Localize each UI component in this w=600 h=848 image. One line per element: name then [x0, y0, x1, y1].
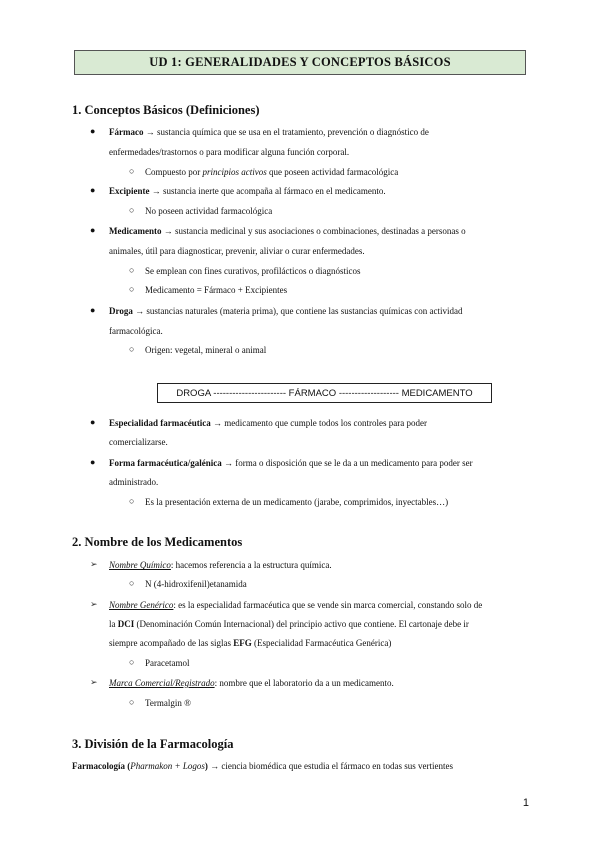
excipiente-sub: No poseen actividad farmacológica [145, 206, 273, 216]
arrow-bullet-icon: ➢ [90, 559, 98, 569]
bullet-icon: ● [90, 126, 96, 136]
droga-line-2: farmacológica. [109, 326, 163, 336]
arrow-icon: → [163, 226, 173, 236]
circle-bullet-icon: ○ [129, 578, 135, 588]
arrow-icon: → [135, 306, 145, 316]
farmaco-term: Fármaco [109, 127, 144, 137]
bullet-icon: ● [90, 417, 96, 427]
section-2-heading: 2. Nombre de los Medicamentos [72, 535, 243, 549]
document-title: UD 1: GENERALIDADES Y CONCEPTOS BÁSICOS [74, 50, 526, 75]
bullet-icon: ● [90, 305, 96, 315]
arrow-bullet-icon: ➢ [90, 599, 98, 609]
medicamento-term: Medicamento [109, 226, 162, 236]
bullet-icon: ● [90, 457, 96, 467]
farmaco-line-2: enfermedades/trastornos o para modificar alguna función corporal. [109, 147, 350, 157]
circle-bullet-icon: ○ [129, 344, 135, 354]
generico-line-2: la DCI (Denominación Común Internacional) del principio activo que contiene. El cartonaje debe ir [109, 619, 469, 629]
excipiente-term: Excipiente [109, 186, 150, 196]
circle-bullet-icon: ○ [129, 697, 135, 707]
marca-term: Marca Comercial/Registrado [109, 678, 215, 688]
forma-sub: Es la presentación externa de un medicamento (jarabe, comprimidos, inyectables…) [145, 497, 449, 507]
droga-term: Droga [109, 306, 133, 316]
especialidad-line-2: comercializarse. [109, 437, 168, 447]
arrow-icon: → [213, 418, 222, 428]
medicamento-sub-2: Medicamento = Fármaco + Excipientes [145, 285, 288, 295]
medicamento-line-2: animales, útil para diagnosticar, prevenir, aliviar o curar enfermedades. [109, 246, 365, 256]
circle-bullet-icon: ○ [129, 205, 135, 215]
farmaco-line-1 [109, 127, 429, 138]
quimico-term: Nombre Químico [109, 560, 171, 570]
arrow-bullet-icon: ➢ [90, 677, 98, 687]
generico-line-3: siempre acompañado de las siglas EFG (Especialidad Farmacéutica Genérica) [109, 638, 392, 648]
marca-line: Marca Comercial/Registrado: nombre que el laboratorio da a un medicamento. [109, 678, 394, 688]
circle-bullet-icon: ○ [129, 496, 135, 506]
arrow-icon: → [223, 458, 233, 468]
forma-line-1: Forma farmacéutica/galénica → forma o disposición que se le da a un medicamento para poder ser [109, 458, 473, 468]
circle-bullet-icon: ○ [129, 284, 135, 294]
medicamento-line-1: Medicamento → sustancia medicinal y sus asociaciones o combinaciones, destinadas a personas o [109, 226, 466, 236]
farmaco-definition: sustancia química que se usa en el tratamiento, prevención o diagnóstico de [156, 127, 429, 137]
farmacologia-definition: Farmacología (Pharmakon + Logos) → ciencia biomédica que estudia el fármaco en todas sus vertientes [72, 761, 453, 771]
forma-term: Forma farmacéutica/galénica [109, 458, 222, 468]
page-number: 1 [522, 797, 529, 809]
bullet-icon: ● [90, 225, 96, 235]
circle-bullet-icon: ○ [129, 265, 135, 275]
generico-line-1: Nombre Genérico: es la especialidad farmacéutica que se vende sin marca comercial, constando solo de [109, 600, 483, 610]
section-3-heading: 3. División de la Farmacología [72, 737, 234, 751]
farmacologia-term: Farmacología [72, 761, 125, 771]
especialidad-term: Especialidad farmacéutica [109, 418, 211, 428]
circle-bullet-icon: ○ [129, 657, 135, 667]
bullet-icon: ● [90, 185, 96, 195]
arrow-icon: → [151, 186, 161, 196]
marca-sub: Termalgin ® [145, 698, 191, 708]
droga-farmaco-medicamento-flow: DROGA ----------------------- FÁRMACO ------------------- MEDICAMENTO [157, 383, 492, 403]
forma-line-2: administrado. [109, 477, 159, 487]
excipiente-line: Excipiente → sustancia inerte que acompaña al fármaco en el medicamento. [109, 186, 386, 196]
quimico-sub: N (4-hidroxifenil)etanamida [145, 579, 247, 589]
generico-term: Nombre Genérico [109, 600, 174, 610]
circle-bullet-icon: ○ [129, 166, 135, 176]
droga-line-1: Droga → sustancias naturales (materia prima), que contiene las sustancias químicas con actividad [109, 306, 463, 316]
section-1-heading: 1. Conceptos Básicos (Definiciones) [72, 103, 260, 117]
arrow-icon: → [145, 127, 155, 137]
especialidad-line-1: Especialidad farmacéutica → medicamento que cumple todos los controles para poder [109, 418, 427, 428]
droga-sub: Origen: vegetal, mineral o animal [145, 345, 267, 355]
farmaco-sub: Compuesto por principios activos que poseen actividad farmacológica [145, 167, 399, 177]
quimico-line: Nombre Químico: hacemos referencia a la estructura química. [109, 560, 332, 570]
medicamento-sub-1: Se emplean con fines curativos, profilácticos o diagnósticos [145, 266, 361, 276]
generico-sub: Paracetamol [145, 658, 190, 668]
arrow-icon: → [210, 761, 220, 771]
